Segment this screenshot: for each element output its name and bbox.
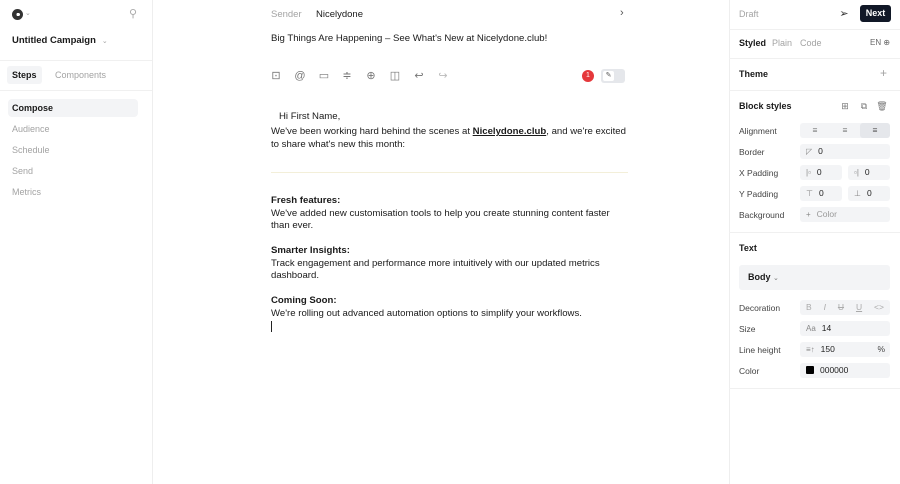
decoration-control (800, 300, 890, 315)
copy-icon[interactable]: ⧉ (860, 101, 868, 111)
plus-icon: + (806, 210, 811, 219)
edit-icon: ✎ (603, 71, 614, 81)
font-size-icon: Aa (806, 324, 816, 333)
line-height-icon: ≡↑ (806, 345, 815, 354)
sidebar-item-audience[interactable]: Audience (12, 124, 50, 134)
text-heading: Text (739, 243, 757, 253)
alignment-control (800, 123, 890, 138)
text-style-select[interactable]: Body ⌄ (739, 265, 890, 290)
line-height-label: Line height (739, 345, 781, 355)
align-left-button[interactable]: ≡ (812, 125, 818, 135)
strikethrough-button[interactable]: U (837, 302, 845, 312)
color-swatch (806, 366, 814, 374)
grid-icon[interactable]: ⊞ (841, 101, 849, 111)
bold-button[interactable]: B (805, 302, 812, 312)
tab-steps[interactable]: Steps (7, 66, 42, 84)
mention-icon[interactable]: @ (294, 70, 306, 82)
sender-select[interactable]: Nicelydone (316, 9, 363, 20)
y-padding-label: Y Padding (739, 189, 779, 199)
padding-top-icon: ⊤ (806, 189, 813, 198)
color-input[interactable]: 000000 (800, 363, 890, 378)
redo-icon[interactable]: ↪ (438, 70, 448, 82)
y-padding-top-input[interactable]: ⊤ 0 (800, 186, 842, 201)
chevron-down-icon[interactable]: ⌄ (25, 10, 31, 17)
padding-left-icon: |▫ (806, 168, 811, 177)
chevron-down-icon: ⌄ (773, 275, 779, 282)
underline-button[interactable]: U (855, 302, 863, 312)
sender-label: Sender (271, 9, 302, 20)
language-select[interactable]: EN ⊕ (870, 38, 891, 47)
x-padding-label: X Padding (739, 168, 779, 178)
border-input[interactable]: ◸ 0 (800, 144, 890, 159)
section-coming-soon[interactable]: Coming Soon: We're rolling out advanced automation options to simplify your workflows. (271, 295, 582, 319)
spacer-icon[interactable]: ≑ (342, 70, 352, 82)
workspace-logo[interactable] (12, 9, 23, 20)
x-padding-left-input[interactable]: |▫ 0 (800, 165, 842, 180)
align-center-button[interactable]: ≡ (842, 125, 848, 135)
italic-button[interactable]: I (823, 302, 826, 312)
mode-plain[interactable]: Plain (772, 38, 793, 48)
subject-field[interactable]: Big Things Are Happening – See What's New at Nicelydone.club! (271, 33, 548, 44)
border-label: Border (739, 147, 765, 157)
sidebar-item-schedule[interactable]: Schedule (12, 145, 50, 155)
line-height-input[interactable]: ≡↑ 150 % (800, 342, 890, 357)
border-icon: ◸ (806, 147, 813, 156)
chevron-right-icon[interactable]: › (620, 7, 624, 19)
next-button[interactable]: Next (860, 5, 891, 22)
columns-icon[interactable]: ◫ (389, 70, 401, 82)
mode-code[interactable]: Code (800, 38, 822, 48)
background-color-input[interactable]: + Color (800, 207, 890, 222)
button-icon[interactable]: ▭ (318, 70, 330, 82)
size-input[interactable]: Aa 14 (800, 321, 890, 336)
sidebar-item-send[interactable]: Send (12, 166, 34, 176)
send-icon[interactable]: ➢ (839, 8, 849, 20)
campaign-title-row[interactable] (12, 35, 108, 46)
alignment-label: Alignment (739, 126, 777, 136)
padding-right-icon: ▫| (854, 168, 859, 177)
code-button[interactable]: <> (874, 302, 884, 312)
site-link[interactable]: Nicelydone.club (472, 126, 547, 137)
undo-icon[interactable]: ↩ (414, 70, 424, 82)
globe-icon: ⊕ (883, 38, 891, 47)
padding-bottom-icon: ⊥ (854, 189, 861, 198)
globe-icon[interactable]: ⊕ (366, 70, 376, 82)
sidebar-item-compose[interactable]: Compose (8, 99, 138, 117)
intro-paragraph[interactable]: We've been working hard behind the scenes at Nicelydone.club, and we're excited to share what's new this month: (271, 126, 626, 150)
size-label: Size (739, 324, 756, 334)
color-label: Color (739, 366, 760, 376)
campaign-title[interactable]: Untitled Campaign (12, 35, 96, 46)
mode-styled[interactable]: Styled (739, 38, 767, 48)
text-cursor (271, 321, 272, 332)
error-badge[interactable]: 1 (582, 70, 594, 82)
status-label: Draft (739, 9, 759, 19)
x-padding-right-input[interactable]: ▫| 0 (848, 165, 890, 180)
decoration-label: Decoration (739, 303, 781, 313)
preview-toggle[interactable] (601, 69, 625, 83)
sidebar-item-metrics[interactable]: Metrics (12, 187, 41, 197)
background-label: Background (739, 210, 785, 220)
section-fresh-features[interactable]: Fresh features: We've added new customisation tools to help you create stunning content faster than ever. (271, 195, 610, 231)
tab-components[interactable]: Components (55, 70, 107, 80)
block-styles-heading: Block styles (739, 101, 792, 111)
y-padding-bottom-input[interactable]: ⊥ 0 (848, 186, 890, 201)
greeting[interactable]: Hi First Name, (279, 111, 341, 122)
image-icon[interactable]: ⊡ (271, 70, 281, 82)
theme-heading: Theme (739, 69, 769, 79)
search-icon[interactable]: ⚲ (128, 8, 138, 20)
trash-icon[interactable]: 🗑 (876, 101, 888, 111)
add-theme-icon[interactable]: + (880, 66, 888, 80)
align-right-button[interactable]: ≡ (860, 123, 890, 138)
chevron-down-icon[interactable]: ⌄ (101, 38, 108, 45)
section-smarter-insights[interactable]: Smarter Insights: Track engagement and performance more intuitively with our updated metrics dashboard. (271, 245, 600, 281)
divider (271, 172, 628, 173)
